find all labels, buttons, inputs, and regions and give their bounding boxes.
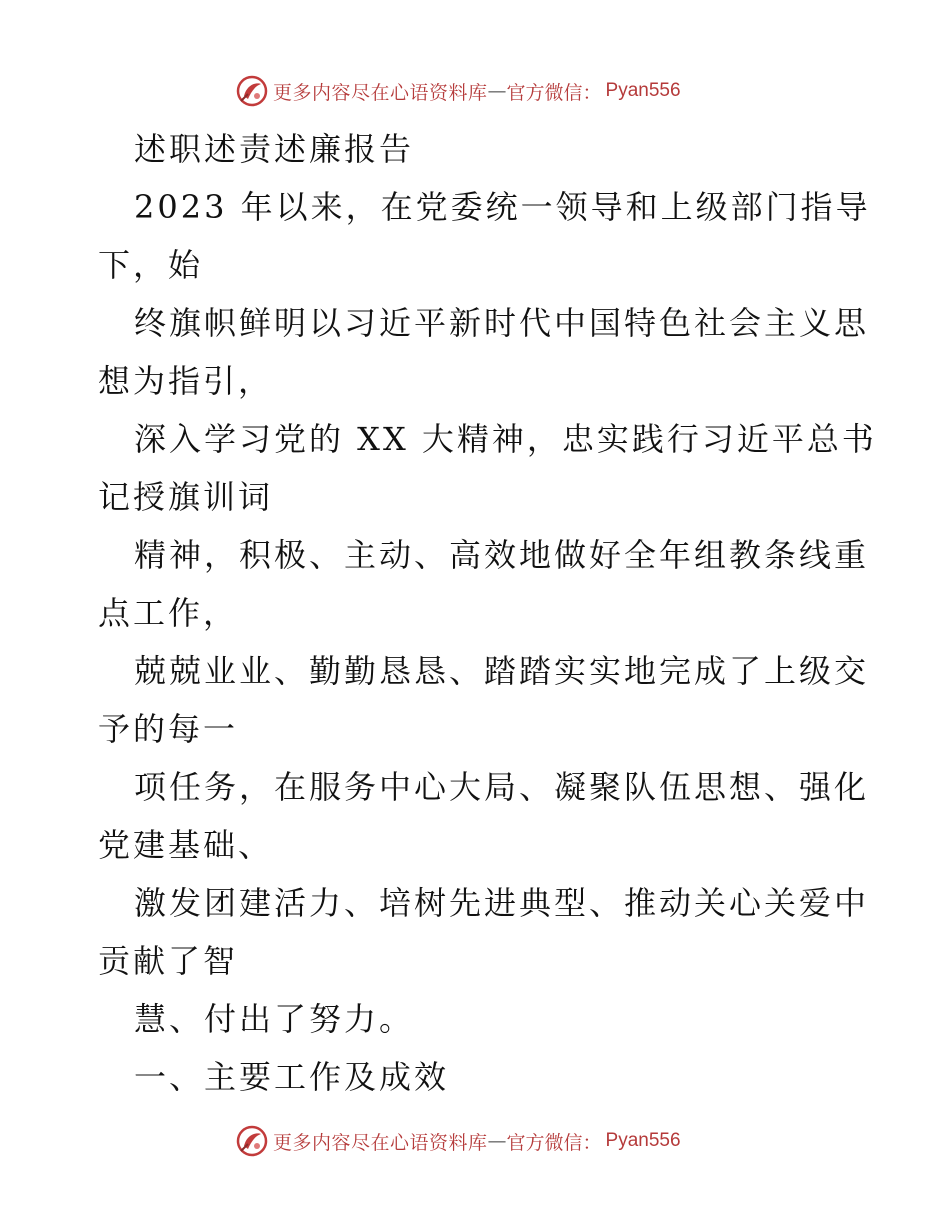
text-line: 记授旗训词 [98,478,274,516]
text-line: 点工作， [98,594,239,632]
document-body [98,120,877,1106]
watermark-wechat-id: Pyan556 [605,80,681,101]
footer-watermark [235,1124,681,1158]
text-line: 慧、付出了努力。 [134,1000,415,1038]
text-line: 党建基础、 [98,826,274,864]
watermark-wechat-label: 官方微信： [506,1131,602,1154]
text-line: 贡献了智 [98,942,239,980]
watermark-wechat-label: 官方微信： [506,81,602,104]
watermark-wechat-id: Pyan556 [605,1130,681,1151]
watermark-dash: — [487,80,507,102]
text-line: 深入学习党的 XX 大精神，忠实践行习近平总书 [134,420,877,458]
text-line: 精神，积极、主动、高效地做好全年组教条线重 [134,536,870,574]
document-title: 述职述责述廉报告 [134,130,415,168]
text-line: 予的每一 [98,710,239,748]
text-line: 下，始 [98,246,204,284]
text-line: 项任务，在服务中心大局、凝聚队伍思想、强化 [134,768,870,806]
text-line: 2023 年以来，在党委统一领导和上级部门指导 [134,188,871,226]
watermark-site-text: 更多内容尽在心语资料库 [273,1131,488,1154]
text-line: 激发团建活力、培树先进典型、推动关心关爱中 [134,884,870,922]
watermark-site-text: 更多内容尽在心语资料库 [273,81,488,104]
text-line: 想为指引， [98,362,274,400]
red-swirl-quill-logo-icon [235,1124,269,1158]
watermark-dash: — [487,1130,507,1152]
text-line: 终旗帜鲜明以习近平新时代中国特色社会主义思 [134,304,870,342]
header-watermark [235,74,681,108]
text-line: 兢兢业业、勤勤恳恳、踏踏实实地完成了上级交 [134,652,870,690]
section-heading: 一、主要工作及成效 [134,1058,450,1096]
red-swirl-quill-logo-icon [235,74,269,108]
